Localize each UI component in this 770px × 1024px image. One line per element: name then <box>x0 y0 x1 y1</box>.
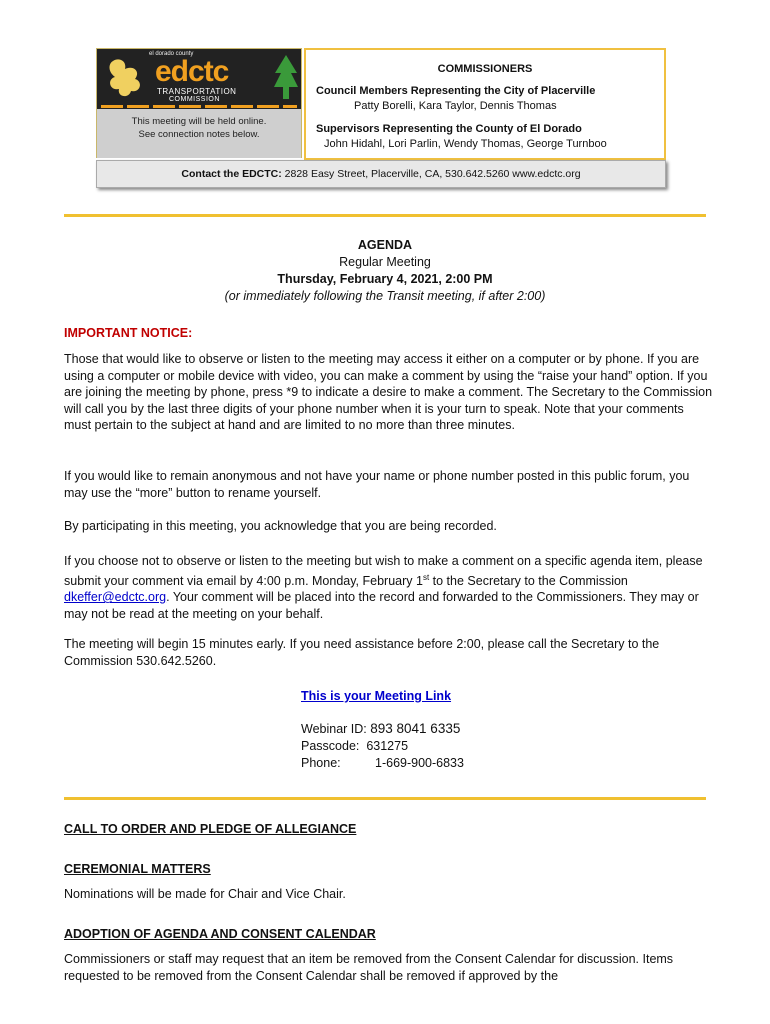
notice-p4-part-c: . Your comment will be placed into the record and forwarded to the Commissioners. They may or may not be read at the meeting on your behalf. <box>64 590 699 621</box>
phone-row <box>301 756 464 770</box>
supervisors-names: John Hidahl, Lori Parlin, Wendy Thomas, George Turnboo <box>324 138 607 150</box>
passcode-value: 631275 <box>366 739 409 753</box>
notice-p4-part-a: If you choose not to observe or listen to the meeting but wish to make a comment on a specific agenda item, please submit your comment via email by 4:00 p.m. Monday, February 1 <box>64 554 703 588</box>
leaf-logo-icon <box>105 55 145 99</box>
secretary-email-link[interactable]: dkeffer@edctc.org <box>64 590 167 605</box>
webinar-id-label: Webinar ID: <box>301 722 367 736</box>
notice-p4-superscript: st <box>422 572 430 582</box>
notice-paragraph-5: The meeting will begin 15 minutes early. If you need assistance before 2:00, please call the Secretary to the Commission 530.642.5260. <box>64 637 660 668</box>
agenda-title: AGENDA <box>357 238 413 252</box>
important-notice-heading: IMPORTANT NOTICE: <box>64 326 193 340</box>
notice-paragraph-4 <box>64 553 714 622</box>
agenda-subtitle: Regular Meeting <box>339 255 431 269</box>
notice-p4-part-b: to the Secretary to the Commission <box>429 573 628 588</box>
logo-subtitle-2: COMMISSION <box>169 96 220 103</box>
adoption-text: Commissioners or staff may request that an item be removed from the Consent Calendar for discussion. Items requested to be removed from the Consent Calendar shall be removed if approved by the <box>64 952 674 983</box>
contact-line <box>97 168 665 180</box>
contact-bar <box>96 160 666 188</box>
call-to-order-heading: CALL TO ORDER AND PLEDGE OF ALLEGIANCE <box>64 822 357 836</box>
logo-stripe <box>101 105 297 108</box>
webinar-id-value: 893 8041 6335 <box>370 721 461 736</box>
divider-top <box>64 214 706 217</box>
passcode-label: Passcode: <box>301 739 360 753</box>
logo-banner <box>97 49 301 109</box>
passcode-row <box>301 739 408 753</box>
logo-name-text: edctc <box>155 55 229 88</box>
contact-label: Contact the EDCTC: <box>181 168 282 180</box>
phone-label: Phone: <box>301 756 341 770</box>
council-names: Patty Borelli, Kara Taylor, Dennis Thomas <box>354 100 557 112</box>
meeting-link[interactable]: This is your Meeting Link <box>301 689 452 703</box>
divider-bottom <box>64 797 706 800</box>
phone-value: 1-669-900-6833 <box>375 756 464 770</box>
online-note-line-1: This meeting will be held online. <box>131 116 267 127</box>
commissioners-box <box>304 48 666 160</box>
webinar-id-row <box>301 721 460 736</box>
logo-panel <box>96 48 302 158</box>
supervisors-heading: Supervisors Representing the County of El Dorado <box>316 123 582 135</box>
logo-subtitle-1: TRANSPORTATION <box>157 87 237 96</box>
online-note-panel <box>97 109 301 158</box>
pine-tree-icon <box>273 53 299 105</box>
commissioners-title: COMMISSIONERS <box>437 63 533 75</box>
contact-details: 2828 Easy Street, Placerville, CA, 530.642.5260 www.edctc.org <box>281 168 581 180</box>
notice-paragraph-1: Those that would like to observe or listen to the meeting may access it either on a computer or by phone. If you are using a computer or mobile device with video, you can make a comment by using the “raise your hand” option. If you are joining the meeting by phone, press *9 to indicate a desire to make a comment. The Secretary to the Commission will call you by the last three digits of your phone number when it is your turn to speak. Note that your comments must pertain to the subject at hand and are limited to no more than three minutes. <box>64 352 713 432</box>
online-note-line-2: See connection notes below. <box>138 129 260 140</box>
notice-paragraph-3: By participating in this meeting, you acknowledge that you are being recorded. <box>64 519 497 533</box>
agenda-note: (or immediately following the Transit meeting, if after 2:00) <box>224 289 546 303</box>
logo-county-text: el dorado county <box>149 51 194 57</box>
adoption-heading: ADOPTION OF AGENDA AND CONSENT CALENDAR <box>64 927 376 941</box>
notice-paragraph-2: If you would like to remain anonymous and not have your name or phone number posted in this public forum, you may use the “more” button to rename yourself. <box>64 469 690 500</box>
agenda-date: Thursday, February 4, 2021, 2:00 PM <box>277 272 493 286</box>
council-heading: Council Members Representing the City of Placerville <box>316 85 596 97</box>
ceremonial-matters-heading: CEREMONIAL MATTERS <box>64 862 211 876</box>
ceremonial-matters-text: Nominations will be made for Chair and Vice Chair. <box>64 887 346 901</box>
